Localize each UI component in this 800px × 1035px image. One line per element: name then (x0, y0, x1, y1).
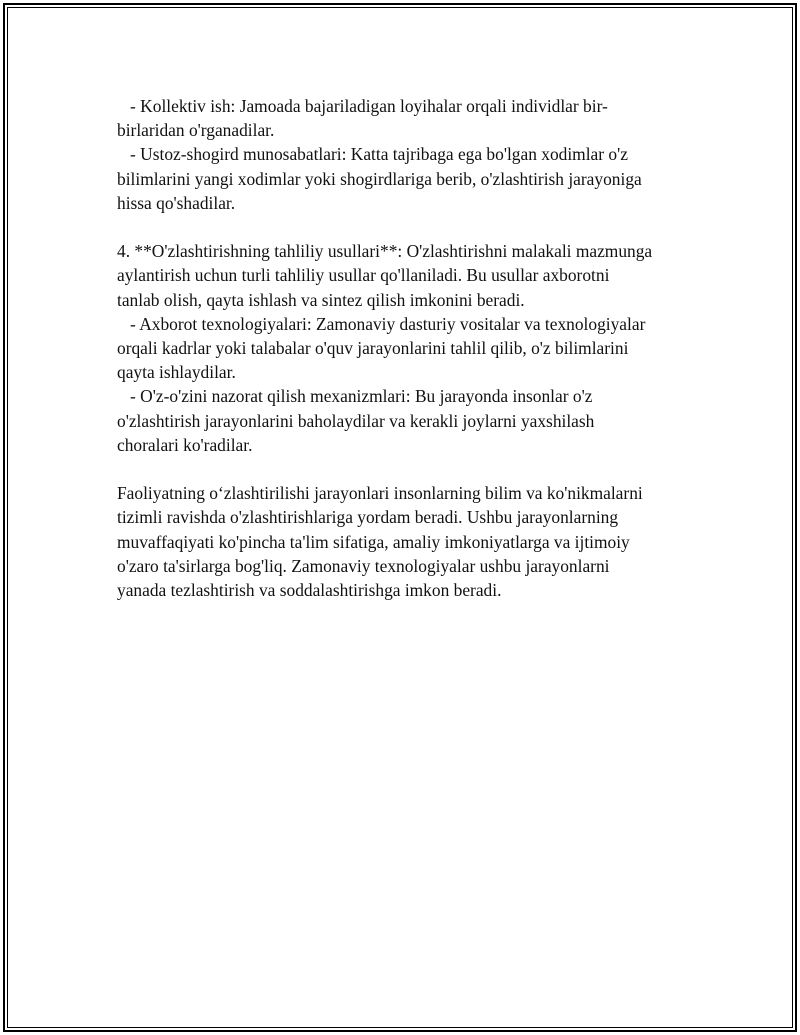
text-line: o'zlashtirish jarayonlarini baholaydilar va kerakli joylarni yaxshilash (117, 410, 595, 431)
text-line: muvaffaqiyati ko'pincha ta'lim sifatiga, amaliy imkoniyatlarga va ijtimoiy (117, 531, 630, 552)
paragraph-gap (117, 457, 697, 481)
paragraph-gap (117, 215, 697, 239)
conclusion-paragraph (117, 481, 697, 602)
text-line: tizimli ravishda o'zlashtirishlariga yordam beradi. Ushbu jarayonlarning (117, 507, 619, 528)
section-analytical-methods (117, 239, 697, 457)
text-line: - Axborot texnologiyalari: Zamonaviy dasturiy vositalar va texnologiyalar (117, 313, 646, 334)
text-line: - Ustoz-shogird munosabatlari: Katta tajribaga ega bo'lgan xodimlar o'z (117, 144, 628, 165)
text-line: hissa qo'shadilar. (117, 192, 236, 213)
text-line: qayta ishlaydilar. (117, 362, 236, 383)
text-line: Faoliyatning o‘zlashtirilishi jarayonlari insonlarning bilim va ko'nikmalarni (117, 483, 643, 504)
text-line: yanada tezlashtirish va soddalashtirishga imkon beradi. (117, 580, 502, 601)
text-line: - O'z-o'zini nazorat qilish mexanizmlari: Bu jarayonda insonlar o'z (117, 386, 593, 407)
text-line: bilimlarini yangi xodimlar yoki shogirdlariga berib, o'zlashtirish jarayoniga (117, 168, 642, 189)
text-line: 4. **O'zlashtirishning tahliliy usullari**: O'zlashtirishni malakali mazmunga (117, 241, 653, 262)
text-line: birlaridan o'rganadilar. (117, 120, 275, 141)
document-body (117, 94, 697, 602)
text-line: tanlab olish, qayta ishlash va sintez qilish imkonini beradi. (117, 289, 525, 310)
text-line: choralari ko'radilar. (117, 434, 253, 455)
list-block-collective (117, 94, 697, 215)
text-line: o'zaro ta'sirlarga bog'liq. Zamonaviy texnologiyalar ushbu jarayonlarni (117, 555, 610, 576)
text-line: aylantirish uchun turli tahliliy usullar qo'llaniladi. Bu usullar axborotni (117, 265, 610, 286)
text-line: - Kollektiv ish: Jamoada bajariladigan loyihalar orqali individlar bir- (117, 96, 608, 116)
text-line: orqali kadrlar yoki talabalar o'quv jarayonlarini tahlil qilib, o'z bilimlarini (117, 338, 629, 359)
